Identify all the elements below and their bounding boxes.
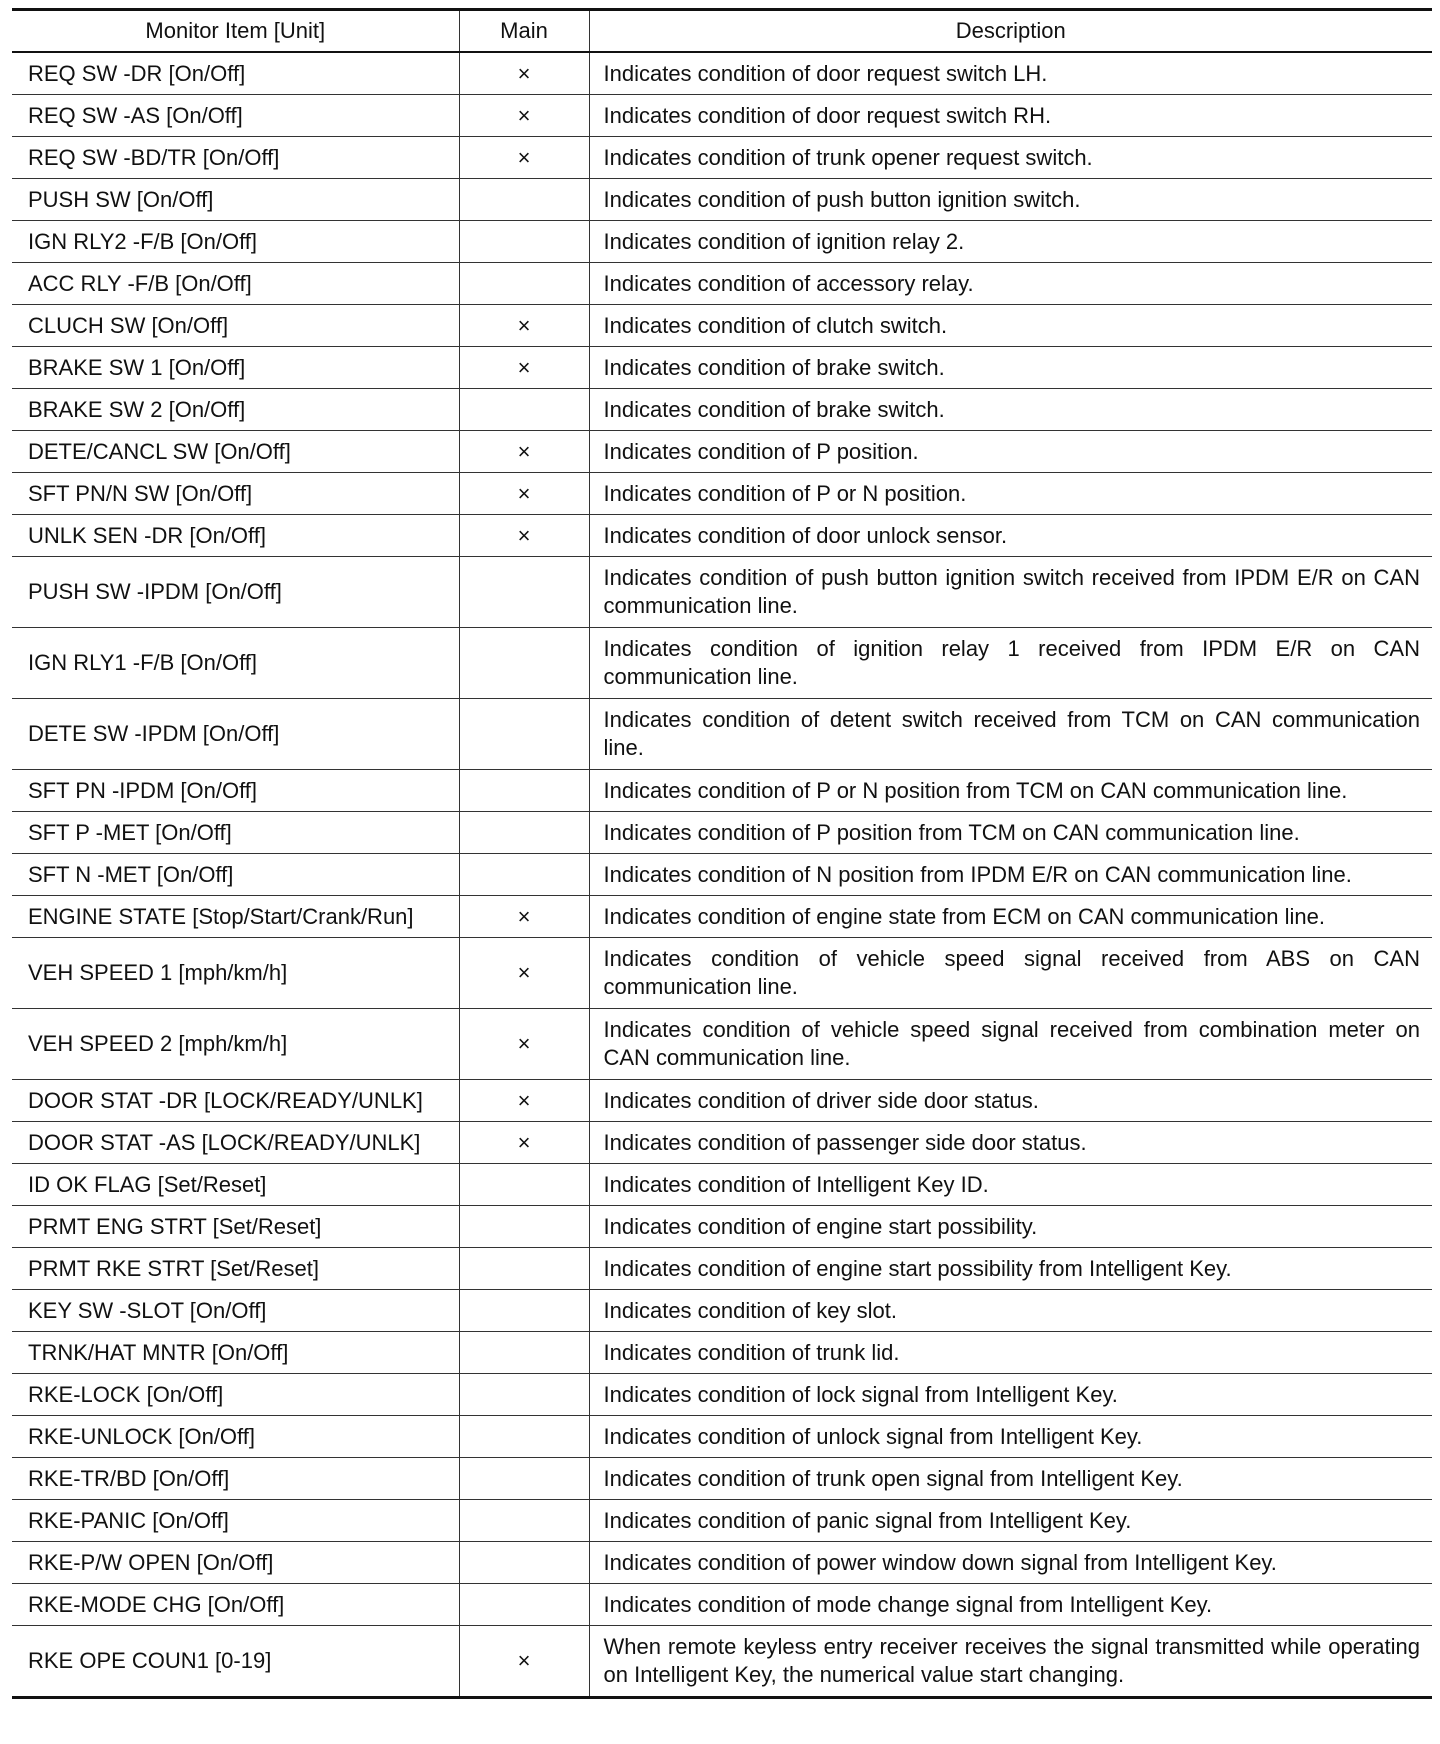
cell-monitor-item: DETE SW -IPDM [On/Off] [12, 699, 459, 770]
table-row [12, 431, 1432, 473]
cell-description: Indicates condition of trunk lid. [589, 1332, 1432, 1374]
cell-description: Indicates condition of N position from IPDM E/R on CAN communication line. [589, 854, 1432, 896]
cell-description: Indicates condition of P or N position. [589, 473, 1432, 515]
cell-monitor-item: RKE-LOCK [On/Off] [12, 1374, 459, 1416]
table-row [12, 1500, 1432, 1542]
table-row [12, 305, 1432, 347]
table-row [12, 137, 1432, 179]
cell-description: Indicates condition of P or N position from TCM on CAN communication line. [589, 770, 1432, 812]
cell-monitor-item: SFT P -MET [On/Off] [12, 812, 459, 854]
cell-description: Indicates condition of door unlock sensor. [589, 515, 1432, 557]
table-row [12, 95, 1432, 137]
table-row [12, 347, 1432, 389]
cell-main-mark [459, 1206, 589, 1248]
cell-monitor-item: IGN RLY1 -F/B [On/Off] [12, 628, 459, 699]
cell-monitor-item: RKE OPE COUN1 [0-19] [12, 1626, 459, 1698]
cell-description: Indicates condition of vehicle speed signal received from ABS on CAN communication line. [589, 938, 1432, 1009]
cell-monitor-item: TRNK/HAT MNTR [On/Off] [12, 1332, 459, 1374]
cell-main-mark [459, 1290, 589, 1332]
cell-description: Indicates condition of engine start possibility. [589, 1206, 1432, 1248]
cell-description: Indicates condition of lock signal from Intelligent Key. [589, 1374, 1432, 1416]
cell-main-mark [459, 1542, 589, 1584]
cell-main-mark: × [459, 938, 589, 1009]
table-row [12, 699, 1432, 770]
cell-monitor-item: BRAKE SW 2 [On/Off] [12, 389, 459, 431]
cell-description: Indicates condition of passenger side door status. [589, 1122, 1432, 1164]
cell-monitor-item: PUSH SW -IPDM [On/Off] [12, 557, 459, 628]
table-row [12, 628, 1432, 699]
table-row [12, 1122, 1432, 1164]
cell-description: Indicates condition of detent switch received from TCM on CAN communication line. [589, 699, 1432, 770]
table-row [12, 52, 1432, 95]
cell-main-mark [459, 179, 589, 221]
table-body [12, 52, 1432, 1698]
table-row [12, 938, 1432, 1009]
cell-main-mark: × [459, 95, 589, 137]
cell-description: Indicates condition of engine start possibility from Intelligent Key. [589, 1248, 1432, 1290]
cell-monitor-item: VEH SPEED 2 [mph/km/h] [12, 1009, 459, 1080]
table-row [12, 770, 1432, 812]
table-row [12, 1332, 1432, 1374]
cell-monitor-item: PRMT ENG STRT [Set/Reset] [12, 1206, 459, 1248]
cell-monitor-item: PRMT RKE STRT [Set/Reset] [12, 1248, 459, 1290]
cell-main-mark [459, 557, 589, 628]
cell-monitor-item: SFT N -MET [On/Off] [12, 854, 459, 896]
cell-description: Indicates condition of door request switch RH. [589, 95, 1432, 137]
cell-main-mark [459, 770, 589, 812]
cell-monitor-item: REQ SW -DR [On/Off] [12, 52, 459, 95]
cell-description: Indicates condition of mode change signal from Intelligent Key. [589, 1584, 1432, 1626]
cell-main-mark [459, 812, 589, 854]
cell-description: Indicates condition of panic signal from Intelligent Key. [589, 1500, 1432, 1542]
cell-monitor-item: ACC RLY -F/B [On/Off] [12, 263, 459, 305]
cell-main-mark: × [459, 431, 589, 473]
cell-main-mark: × [459, 1080, 589, 1122]
cell-description: Indicates condition of trunk open signal from Intelligent Key. [589, 1458, 1432, 1500]
monitor-item-table [12, 8, 1432, 1699]
cell-main-mark: × [459, 305, 589, 347]
cell-main-mark: × [459, 347, 589, 389]
table-row [12, 1584, 1432, 1626]
header-description: Description [589, 10, 1432, 53]
cell-description: Indicates condition of engine state from ECM on CAN communication line. [589, 896, 1432, 938]
cell-monitor-item: RKE-P/W OPEN [On/Off] [12, 1542, 459, 1584]
cell-monitor-item: IGN RLY2 -F/B [On/Off] [12, 221, 459, 263]
cell-main-mark [459, 1248, 589, 1290]
cell-main-mark: × [459, 52, 589, 95]
cell-description: Indicates condition of ignition relay 2. [589, 221, 1432, 263]
table-row [12, 1290, 1432, 1332]
table-row [12, 1416, 1432, 1458]
cell-monitor-item: UNLK SEN -DR [On/Off] [12, 515, 459, 557]
cell-main-mark [459, 854, 589, 896]
cell-monitor-item: ENGINE STATE [Stop/Start/Crank/Run] [12, 896, 459, 938]
cell-monitor-item: RKE-PANIC [On/Off] [12, 1500, 459, 1542]
table-row [12, 179, 1432, 221]
cell-description: Indicates condition of ignition relay 1 received from IPDM E/R on CAN communication line. [589, 628, 1432, 699]
table-row [12, 1080, 1432, 1122]
table-row [12, 1009, 1432, 1080]
cell-description: Indicates condition of accessory relay. [589, 263, 1432, 305]
cell-description: Indicates condition of vehicle speed signal received from combination meter on CAN communication line. [589, 1009, 1432, 1080]
table-row [12, 1206, 1432, 1248]
cell-description: Indicates condition of power window down signal from Intelligent Key. [589, 1542, 1432, 1584]
cell-main-mark: × [459, 1626, 589, 1698]
cell-description: When remote keyless entry receiver receives the signal transmitted while operating on Intelligent Key, the numerical value start changing. [589, 1626, 1432, 1698]
table-row [12, 1374, 1432, 1416]
cell-monitor-item: SFT PN -IPDM [On/Off] [12, 770, 459, 812]
table-row [12, 389, 1432, 431]
cell-monitor-item: KEY SW -SLOT [On/Off] [12, 1290, 459, 1332]
cell-main-mark: × [459, 473, 589, 515]
table-row [12, 1248, 1432, 1290]
table-row [12, 515, 1432, 557]
cell-main-mark [459, 1164, 589, 1206]
cell-description: Indicates condition of push button ignition switch. [589, 179, 1432, 221]
cell-monitor-item: DETE/CANCL SW [On/Off] [12, 431, 459, 473]
header-main: Main [459, 10, 589, 53]
table-row [12, 854, 1432, 896]
table-header-row [12, 10, 1432, 53]
table-row [12, 221, 1432, 263]
table-row [12, 1458, 1432, 1500]
cell-monitor-item: SFT PN/N SW [On/Off] [12, 473, 459, 515]
table-row [12, 812, 1432, 854]
cell-description: Indicates condition of unlock signal from Intelligent Key. [589, 1416, 1432, 1458]
cell-monitor-item: RKE-MODE CHG [On/Off] [12, 1584, 459, 1626]
cell-monitor-item: RKE-TR/BD [On/Off] [12, 1458, 459, 1500]
cell-main-mark [459, 389, 589, 431]
cell-description: Indicates condition of P position. [589, 431, 1432, 473]
cell-monitor-item: REQ SW -BD/TR [On/Off] [12, 137, 459, 179]
cell-monitor-item: REQ SW -AS [On/Off] [12, 95, 459, 137]
table-row [12, 1542, 1432, 1584]
cell-description: Indicates condition of push button ignition switch received from IPDM E/R on CAN communication line. [589, 557, 1432, 628]
table-row [12, 1164, 1432, 1206]
cell-description: Indicates condition of clutch switch. [589, 305, 1432, 347]
cell-monitor-item: PUSH SW [On/Off] [12, 179, 459, 221]
header-monitor-item: Monitor Item [Unit] [12, 10, 459, 53]
cell-monitor-item: DOOR STAT -AS [LOCK/READY/UNLK] [12, 1122, 459, 1164]
cell-main-mark [459, 1458, 589, 1500]
cell-description: Indicates condition of Intelligent Key ID. [589, 1164, 1432, 1206]
cell-monitor-item: VEH SPEED 1 [mph/km/h] [12, 938, 459, 1009]
cell-monitor-item: DOOR STAT -DR [LOCK/READY/UNLK] [12, 1080, 459, 1122]
cell-monitor-item: RKE-UNLOCK [On/Off] [12, 1416, 459, 1458]
cell-main-mark: × [459, 1122, 589, 1164]
cell-main-mark: × [459, 1009, 589, 1080]
cell-main-mark [459, 263, 589, 305]
cell-main-mark [459, 699, 589, 770]
table-row [12, 263, 1432, 305]
cell-description: Indicates condition of trunk opener request switch. [589, 137, 1432, 179]
cell-main-mark [459, 1374, 589, 1416]
cell-main-mark [459, 1500, 589, 1542]
cell-monitor-item: ID OK FLAG [Set/Reset] [12, 1164, 459, 1206]
table-row [12, 896, 1432, 938]
cell-description: Indicates condition of driver side door status. [589, 1080, 1432, 1122]
table-row [12, 1626, 1432, 1698]
cell-main-mark [459, 1332, 589, 1374]
cell-monitor-item: BRAKE SW 1 [On/Off] [12, 347, 459, 389]
cell-description: Indicates condition of brake switch. [589, 389, 1432, 431]
cell-description: Indicates condition of P position from TCM on CAN communication line. [589, 812, 1432, 854]
cell-main-mark: × [459, 137, 589, 179]
cell-main-mark: × [459, 896, 589, 938]
table-row [12, 473, 1432, 515]
cell-main-mark [459, 1416, 589, 1458]
cell-main-mark: × [459, 515, 589, 557]
cell-main-mark [459, 628, 589, 699]
cell-main-mark [459, 221, 589, 263]
table-row [12, 557, 1432, 628]
cell-monitor-item: CLUCH SW [On/Off] [12, 305, 459, 347]
cell-description: Indicates condition of door request switch LH. [589, 52, 1432, 95]
cell-main-mark [459, 1584, 589, 1626]
cell-description: Indicates condition of brake switch. [589, 347, 1432, 389]
cell-description: Indicates condition of key slot. [589, 1290, 1432, 1332]
